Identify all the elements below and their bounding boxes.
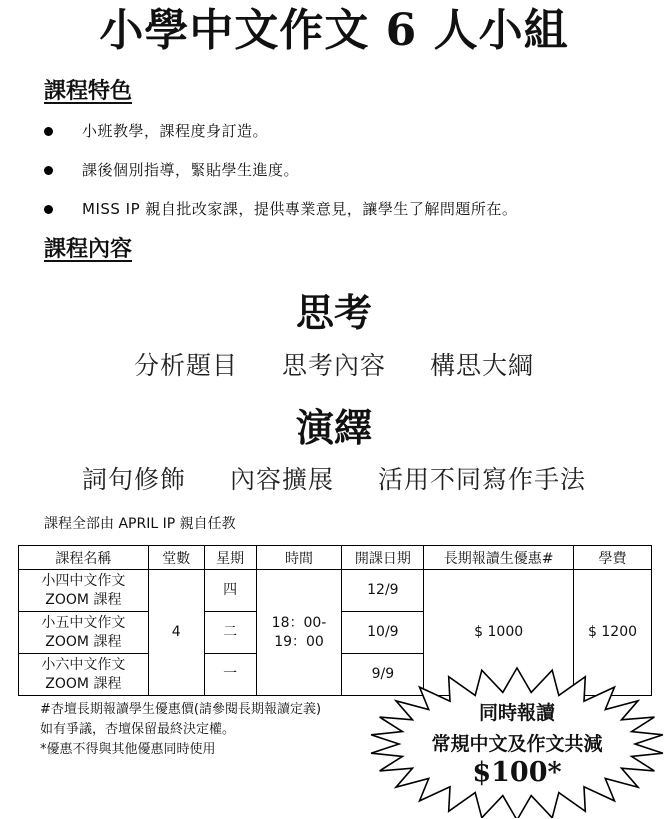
weekday-cell: 四 bbox=[204, 570, 256, 612]
bullet-icon bbox=[44, 166, 53, 175]
list-item bbox=[44, 196, 517, 235]
features-heading: 課程特色 bbox=[44, 78, 133, 104]
deduce-items bbox=[0, 460, 668, 496]
page-title: 小學中文作文 6 人小組 bbox=[99, 5, 569, 56]
think-item: 構思大綱 bbox=[430, 351, 535, 380]
think-item: 思考內容 bbox=[281, 351, 386, 380]
header-time: 時間 bbox=[256, 546, 342, 570]
header-course-name: 課程名稱 bbox=[19, 546, 149, 570]
features-list bbox=[44, 118, 517, 235]
time-start: 18：00- bbox=[271, 614, 327, 631]
header-fee: 學費 bbox=[574, 546, 652, 570]
start-date-cell: 12/9 bbox=[342, 570, 424, 612]
course-name: 小四中文作文 bbox=[41, 572, 126, 589]
course-name: 小六中文作文 bbox=[41, 656, 126, 673]
header-discount: 長期報讀生優惠# bbox=[424, 546, 574, 570]
footnote: #杏壇長期報讀學生優惠價(請參閱長期報讀定義) bbox=[40, 702, 322, 717]
think-title: 思考 bbox=[295, 290, 372, 335]
bullet-icon bbox=[44, 205, 53, 214]
promo-line-2: 常規中文及作文共減 bbox=[431, 733, 603, 755]
course-mode: ZOOM 課程 bbox=[45, 633, 122, 650]
feature-text: 小班教學，課程度身訂造。 bbox=[82, 122, 269, 140]
list-item bbox=[44, 157, 517, 196]
header-weekday: 星期 bbox=[204, 546, 256, 570]
header-start-date: 開課日期 bbox=[342, 546, 424, 570]
deduce-item: 詞句修飾 bbox=[81, 465, 186, 494]
start-date-cell: 10/9 bbox=[342, 612, 424, 654]
discount-fee-cell: $ 1000 bbox=[424, 570, 574, 696]
content-heading: 課程內容 bbox=[44, 236, 133, 262]
teacher-note: 課程全部由 APRIL IP 親自任教 bbox=[44, 516, 236, 532]
deduce-title: 演繹 bbox=[295, 405, 372, 450]
promo-price: $100* bbox=[472, 757, 562, 788]
table-row bbox=[19, 570, 652, 612]
course-mode: ZOOM 課程 bbox=[45, 675, 122, 692]
lessons-cell: 4 bbox=[148, 570, 204, 696]
course-name-cell bbox=[19, 570, 149, 612]
weekday-cell: 一 bbox=[204, 654, 256, 696]
weekday-cell: 二 bbox=[204, 612, 256, 654]
feature-text: MISS IP 親自批改家課，提供專業意見，讓學生了解問題所在。 bbox=[82, 200, 518, 218]
table-header-row bbox=[19, 546, 652, 570]
promo-line-1: 同時報讀 bbox=[478, 702, 555, 724]
time-end: 19：00 bbox=[274, 633, 324, 650]
footnotes bbox=[40, 700, 321, 760]
deduce-item: 活用不同寫作手法 bbox=[378, 465, 587, 494]
footnote: 如有爭議，杏壇保留最終決定權。 bbox=[40, 722, 236, 737]
footnote: *優惠不得與其他優惠同時使用 bbox=[40, 742, 216, 757]
fee-cell: $ 1200 bbox=[574, 570, 652, 696]
header-lessons: 堂數 bbox=[148, 546, 204, 570]
course-mode: ZOOM 課程 bbox=[45, 591, 122, 608]
think-items bbox=[0, 346, 668, 382]
start-date-cell: 9/9 bbox=[342, 654, 424, 696]
feature-text: 課後個別指導，緊貼學生進度。 bbox=[82, 161, 300, 179]
course-name: 小五中文作文 bbox=[41, 614, 126, 631]
list-item bbox=[44, 118, 517, 157]
bullet-icon bbox=[44, 127, 53, 136]
course-name-cell bbox=[19, 612, 149, 654]
time-cell bbox=[256, 570, 342, 696]
think-item: 分析題目 bbox=[133, 351, 238, 380]
course-name-cell bbox=[19, 654, 149, 696]
deduce-item: 內容擴展 bbox=[229, 465, 334, 494]
